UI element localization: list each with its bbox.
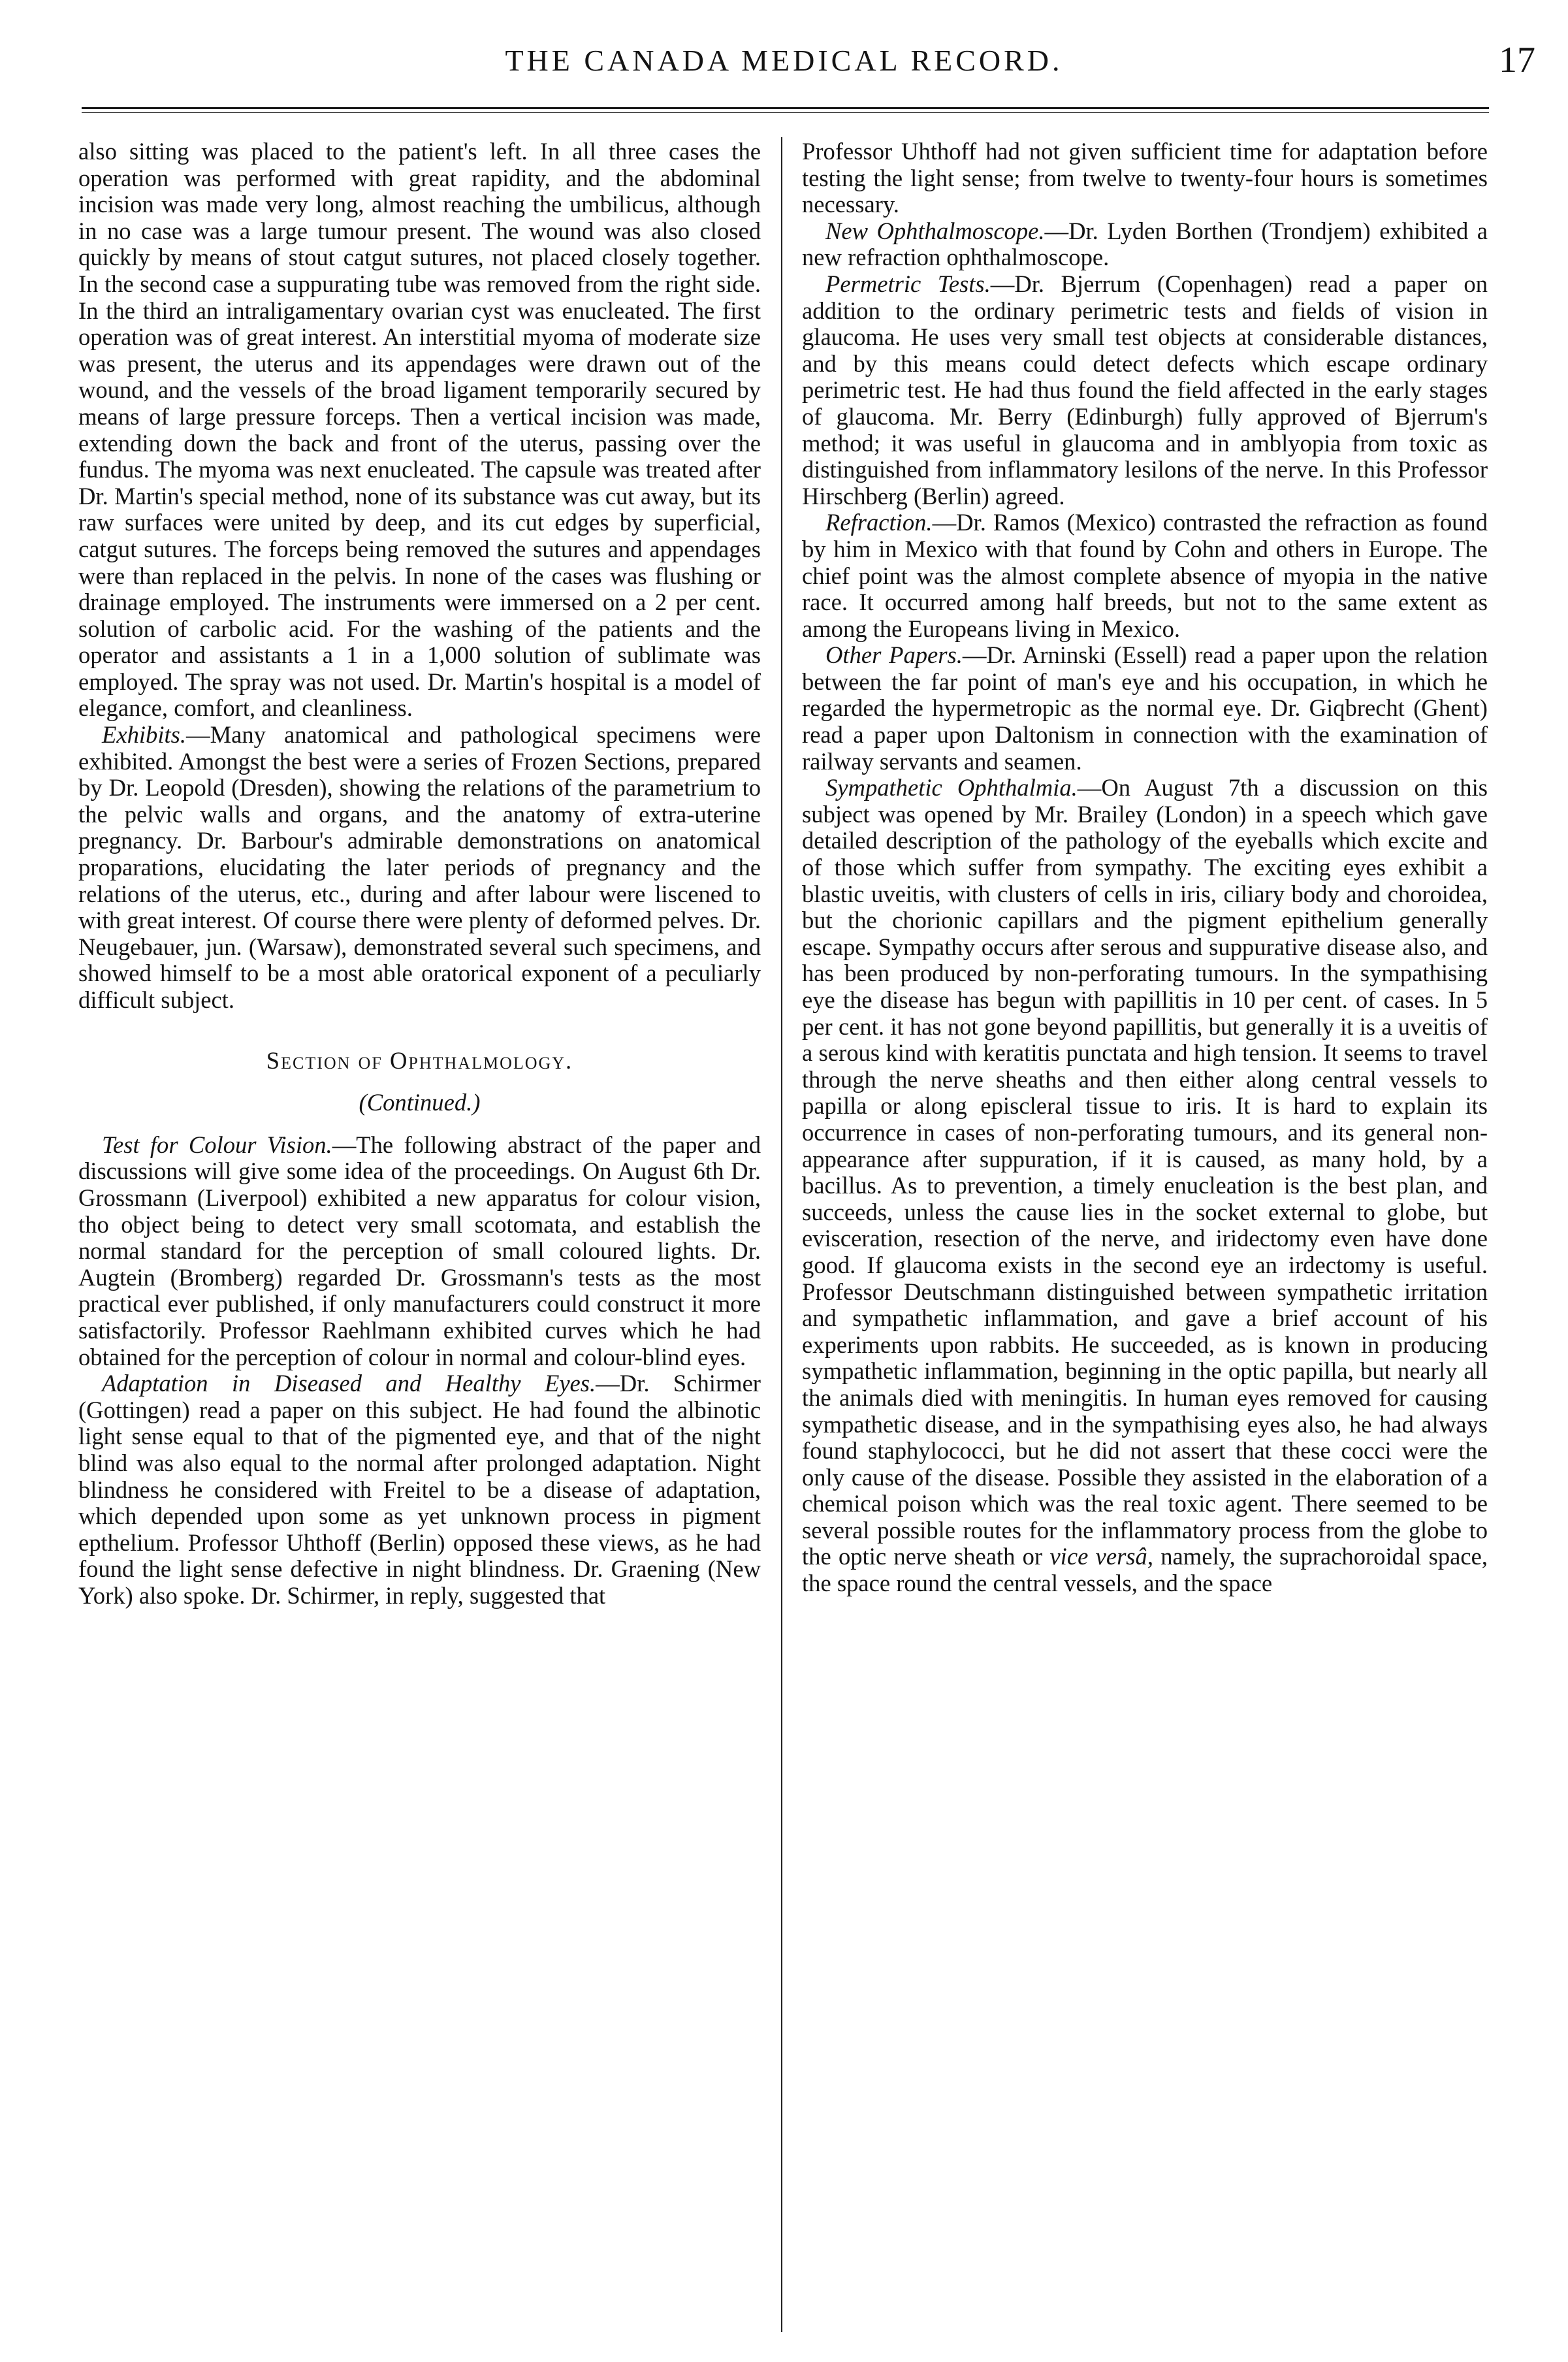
page-number: 17 [1499,40,1535,80]
header-rule [82,107,1489,109]
running-title: THE CANADA MEDICAL RECORD. [505,44,1063,77]
column-divider [781,137,782,2332]
right-column [802,138,1488,1597]
paragraph-ophthalmoscope-text: —Dr. Lyden Borthen (Trondjem) exhibited a new refraction ophthalmoscope. [802,217,1488,271]
paragraph-adaptation [78,1370,761,1609]
continued-label: (Continued.) [359,1089,481,1116]
run-in-head-other-papers: Other Papers. [825,641,963,669]
latin-phrase: vice versâ [1049,1543,1147,1570]
run-in-head-exhibits: Exhibits. [102,721,187,749]
paragraph-colour-vision-text: —The following abstract of the paper and discussions will give some idea of the proceedings. On August 6th Dr. Grossmann (Liverpool) exhibited a new apparatus for colour vision, tho object being to detect very small scotomata, and establish the normal standard for the perception of small coloured lights. Dr. Augtein (Bromberg) regarded Dr. Grossmann's tests as the most practical ever published, if only manufacturers could construct it more satisfactorily. Professor Raehlmann exhibited curves which he had obtained for the perception of colour in normal and colour-blind eyes. [78,1131,761,1370]
paragraph-refraction-text: —Dr. Ramos (Mexico) contrasted the refraction as found by him in Mexico with that found by Cohn and others in Europe. The chief point was the almost complete absence of myopia in the native race. It occurred among half breeds, but not to the same extent as among the Europeans living in Mexico. [802,509,1488,642]
page-header [0,25,1568,84]
left-column [78,138,761,1609]
paragraph-other-papers [802,642,1488,775]
paragraph-operations: also sitting was placed to the patient's left. In all three cases the operation was performed with great rapidity, and the abdominal incision was made very long, almost reaching the umbilicus, although in no case was a large tumour present. The wound was also closed quickly by means of stout catgut sutures, not placed closely together. In the second case a suppurating tube was removed from the right side. In the third an intraligamentary ovarian cyst was enucleated. The first operation was of great interest. An interstitial myoma of moderate size was present, the uterus and its appendages were drawn out of the wound, and the vessels of the broad ligament temporarily secured by means of large pressure forceps. Then a vertical incision was made, extending down the back and front of the uterus, passing over the fundus. The myoma was next enucleated. The capsule was treated after Dr. Martin's special method, none of its substance was cut away, but its raw surfaces were united by deep, and its cut edges by superficial, catgut sutures. The forceps being removed the sutures and appendages were than replaced in the pelvis. In none of the cases was flushing or drainage employed. The instruments were immersed on a 2 per cent. solution of carbolic acid. For the washing of the patients and the operator and assistants a 1 in a 1,000 solution of sublimate was employed. The spray was not used. Dr. Martin's hospital is a model of elegance, comfort, and cleanliness. [78,138,761,722]
section-title: Section of Ophthalmology. [266,1046,573,1074]
paragraph-sympathetic [802,775,1488,1596]
run-in-head-colour-vision: Test for Colour Vision. [102,1131,332,1158]
paragraph-colour-vision [78,1132,761,1370]
paragraph-sympathetic-tail: , namely, the suprachoroidal space, the space round the central vessels, and the space [802,1543,1488,1597]
run-in-head-perimetric: Permetric Tests. [825,270,991,297]
paragraph-uhthoff: Professor Uhthoff had not given sufficient time for adaptation before testing the light sense; from twelve to twenty-four hours is sometimes necessary. [802,138,1488,218]
paragraph-ophthalmoscope [802,218,1488,271]
run-in-head-ophthalmoscope: New Ophthalmoscope. [825,217,1045,244]
header-rule-thin [82,112,1489,113]
paragraph-adaptation-text: —Dr. Schirmer (Gottingen) read a paper on this subject. He had found the albinotic light sense equal to that of the pigmented eye, and that of the night blind was also equal to the normal after prolonged adaptation. Night blindness he considered with Freitel to be a disease of adaptation, which depended upon some as yet unknown process in pigment epthelium. Professor Uhthoff (Berlin) opposed these views, as he had found the light sense defective in night blindness. Dr. Graening (New York) also spoke. Dr. Schirmer, in reply, suggested that [78,1370,761,1609]
paragraph-refraction [802,510,1488,642]
run-in-head-adaptation: Adaptation in Diseased and Healthy Eyes. [102,1370,596,1397]
paragraph-perimetric-text: —Dr. Bjerrum (Copenhagen) read a paper on addition to the ordinary perimetric tests and fields of vision in glaucoma. He uses very small test objects at considerable distances, and by this means could detect defects which escape ordinary perimetric test. He had thus found the field affected in the early stages of glaucoma. Mr. Berry (Edinburgh) fully approved of Bjerrum's method; it was useful in glaucoma and in amblyopia from toxic as distinguished from inflammatory lesilons of the nerve. In this Professor Hirschberg (Berlin) agreed. [802,270,1488,510]
paragraph-exhibits-text: —Many anatomical and pathological specimens were exhibited. Amongst the best were a series of Frozen Sections, prepared by Dr. Leopold (Dresden), showing the relations of the parametrium to the pelvic walls and organs, and the anatomy of extra-uterine pregnancy. Dr. Barbour's admirable demonstrations on anatomical proparations, elucidating the later periods of pregnancy and the relations of the uterus, etc., during and after labour were liscened to with great interest. Of course there were plenty of deformed pelves. Dr. Neugebauer, jun. (Warsaw), demonstrated several such specimens, and showed himself to be a most able oratorical exponent of a peculiarly difficult subject. [78,721,761,1013]
paragraph-sympathetic-text: —On August 7th a discussion on this subject was opened by Mr. Brailey (London) in a speech which gave detailed description of the pathology of the eyeballs which excite and of those which suffer from sympathy. The exciting eyes exhibit a blastic uveitis, with clusters of cells in iris, ciliary body and choroidea, but the chorionic capillars and the pigment epithelium generally escape. Sympathy occurs after serous and suppurative disease also, and has been produced by non-perforating tumours. In the sympathising eye the disease has begun with papillitis in 10 per cent. of cases. In 5 per cent. it has not gone beyond papillitis, but generally it is a uveitis of a serous kind with keratitis punctata and high tension. It seems to travel through the nerve sheaths and then either along central vessels to papilla or along episcleral tissue to iris. It is hard to explain its occurrence in cases of non-perforating tumours, and its general non-appearance after suppuration, if it is caused, as many hold, by a bacillus. As to prevention, a timely enucleation is the best plan, and succeeds, unless the cause lies in the socket external to globe, but evisceration, resection of the nerve, and iridectomy even have done good. If glaucoma exists in the second eye an irdectomy is useful. Professor Deutschmann distinguished between sympathetic irritation and sympathetic inflammation, and gave a brief account of his experiments upon rabbits. He succeeded, as is known in producing sympathetic inflammation, beginning in the optic papilla, but nearly all the animals died with meningitis. In human eyes removed for causing sympathetic disease, and in the sympathising eyes also, he had always found staphylococci, but he did not assert that these cocci were the only cause of the disease. Possible they assisted in the elaboration of a chemical poison which was the real toxic agent. There seemed to be several possible routes for the inflammatory process from the globe to the optic nerve sheath or [802,774,1488,1570]
run-in-head-sympathetic: Sympathetic Ophthalmia. [825,774,1078,801]
paragraph-exhibits [78,722,761,1014]
paragraph-other-papers-text: —Dr. Arninski (Essell) read a paper upon the relation between the far point of man's eye and his occupation, in which he regarded the hypermetropic as the normal eye. Dr. Giqbrecht (Ghent) read a paper upon Daltonism in connection with the examination of railway servants and seamen. [802,641,1488,775]
run-in-head-refraction: Refraction. [825,509,933,536]
paragraph-perimetric [802,271,1488,510]
